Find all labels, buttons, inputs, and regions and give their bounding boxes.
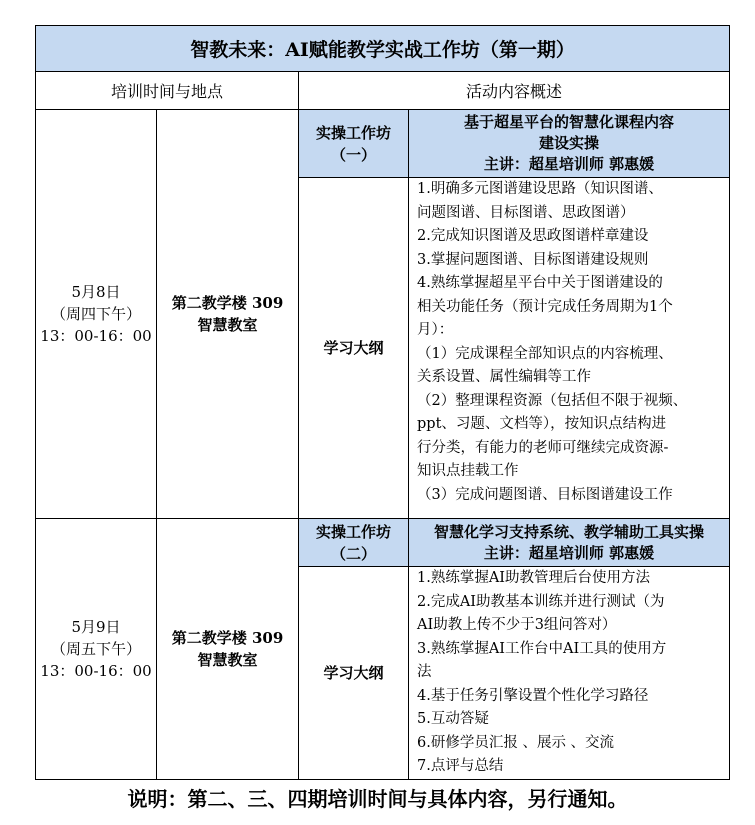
session1-workshop-label-line2: （一）	[330, 145, 376, 164]
outline-line: 相关功能任务（预计完成任务周期为1个	[417, 298, 673, 315]
session2-workshop-label-line1: 实操工作坊	[315, 522, 391, 541]
session1-speaker: 主讲：超星培训师 郭惠媛	[483, 155, 655, 173]
session1-outline-label: 学习大纲	[299, 178, 409, 519]
outline-line: （2）整理课程资源（包括但不限于视频、	[417, 392, 688, 409]
session1-place-line2: 智慧教室	[197, 316, 258, 334]
session2-weekday: （周五下午）	[50, 639, 141, 658]
outline-line: 1.明确多元图谱建设思路（知识图谱、	[417, 181, 663, 197]
outline-line: 4.熟练掌握超星平台中关于图谱建设的	[417, 275, 663, 291]
schedule-table	[35, 25, 730, 780]
session2-datetime	[36, 519, 157, 780]
outline-line: 6.研修学员汇报 、展示 、交流	[417, 734, 615, 751]
outline-line: 行分类，有能力的老师可继续完成资源-	[417, 439, 669, 456]
session1-time: 13：00-16：00	[40, 327, 152, 345]
outline-line: 3.掌握问题图谱、目标图谱建设规则	[417, 251, 649, 268]
outline-line: 2.完成AI助教基本训练并进行测试（为	[417, 593, 665, 610]
session2-date: 5月9日	[71, 617, 121, 636]
session2-time: 13：00-16：00	[40, 661, 152, 680]
session1-place	[157, 110, 299, 519]
header-time-place: 培训时间与地点	[36, 72, 299, 110]
outline-line: （3）完成问题图谱、目标图谱建设工作	[417, 486, 673, 503]
outline-line: ppt、习题、文档等），按知识点结构进	[417, 416, 667, 432]
outline-line: 关系设置、属性编辑等工作	[417, 369, 591, 385]
session1-topic	[409, 110, 730, 178]
footnote: 说明：第二、三、四期培训时间与具体内容，另行通知。	[127, 787, 628, 811]
outline-line: 5.互动答疑	[417, 711, 489, 727]
session2-workshop-label	[299, 519, 409, 567]
session1-place-line1: 第二教学楼 309	[171, 294, 284, 312]
session2-workshop-label-line2: （二）	[330, 544, 376, 563]
session2-outline-label: 学习大纲	[299, 567, 409, 780]
outline-line: 2.完成知识图谱及思政图谱样章建设	[417, 228, 649, 244]
session1-topic-line2: 建设实操	[539, 134, 600, 152]
outline-line: 问题图谱、目标图谱、思政图谱）	[417, 204, 635, 221]
session1-topic-line1: 基于超星平台的智慧化课程内容	[464, 113, 675, 131]
session1-outline	[409, 178, 730, 519]
session2-outline	[409, 567, 730, 780]
session2-place-line1: 第二教学楼 309	[171, 628, 284, 647]
session1-date: 5月8日	[71, 283, 121, 301]
outline-line: 法	[417, 664, 432, 680]
session1-weekday: （周四下午）	[50, 305, 141, 323]
session2-place-line2: 智慧教室	[197, 650, 258, 669]
outline-line: 知识点挂载工作	[417, 463, 519, 479]
session2-topic-line1: 智慧化学习支持系统、教学辅助工具实操	[434, 522, 705, 541]
session2-speaker: 主讲：超星培训师 郭惠媛	[483, 543, 655, 562]
outline-line: AI助教上传不少于3组问答对）	[417, 617, 617, 633]
outline-line: 4.基于任务引擎设置个性化学习路径	[417, 687, 649, 704]
outline-line: 1.熟练掌握AI助教管理后台使用方法	[417, 570, 651, 586]
outline-line: 7.点评与总结	[417, 758, 504, 774]
session1-datetime	[36, 110, 157, 519]
session2-place	[157, 519, 299, 780]
session2-topic	[409, 519, 730, 567]
header-overview: 活动内容概述	[299, 72, 730, 110]
table-title: 智教未来：AI赋能教学实战工作坊（第一期）	[36, 26, 730, 72]
outline-line: （1）完成课程全部知识点的内容梳理、	[417, 345, 673, 362]
session1-workshop-label-line1: 实操工作坊	[315, 123, 391, 142]
outline-line: 3.熟练掌握AI工作台中AI工具的使用方	[417, 640, 667, 657]
session1-workshop-label	[299, 110, 409, 178]
outline-line: 月）：	[417, 322, 454, 338]
